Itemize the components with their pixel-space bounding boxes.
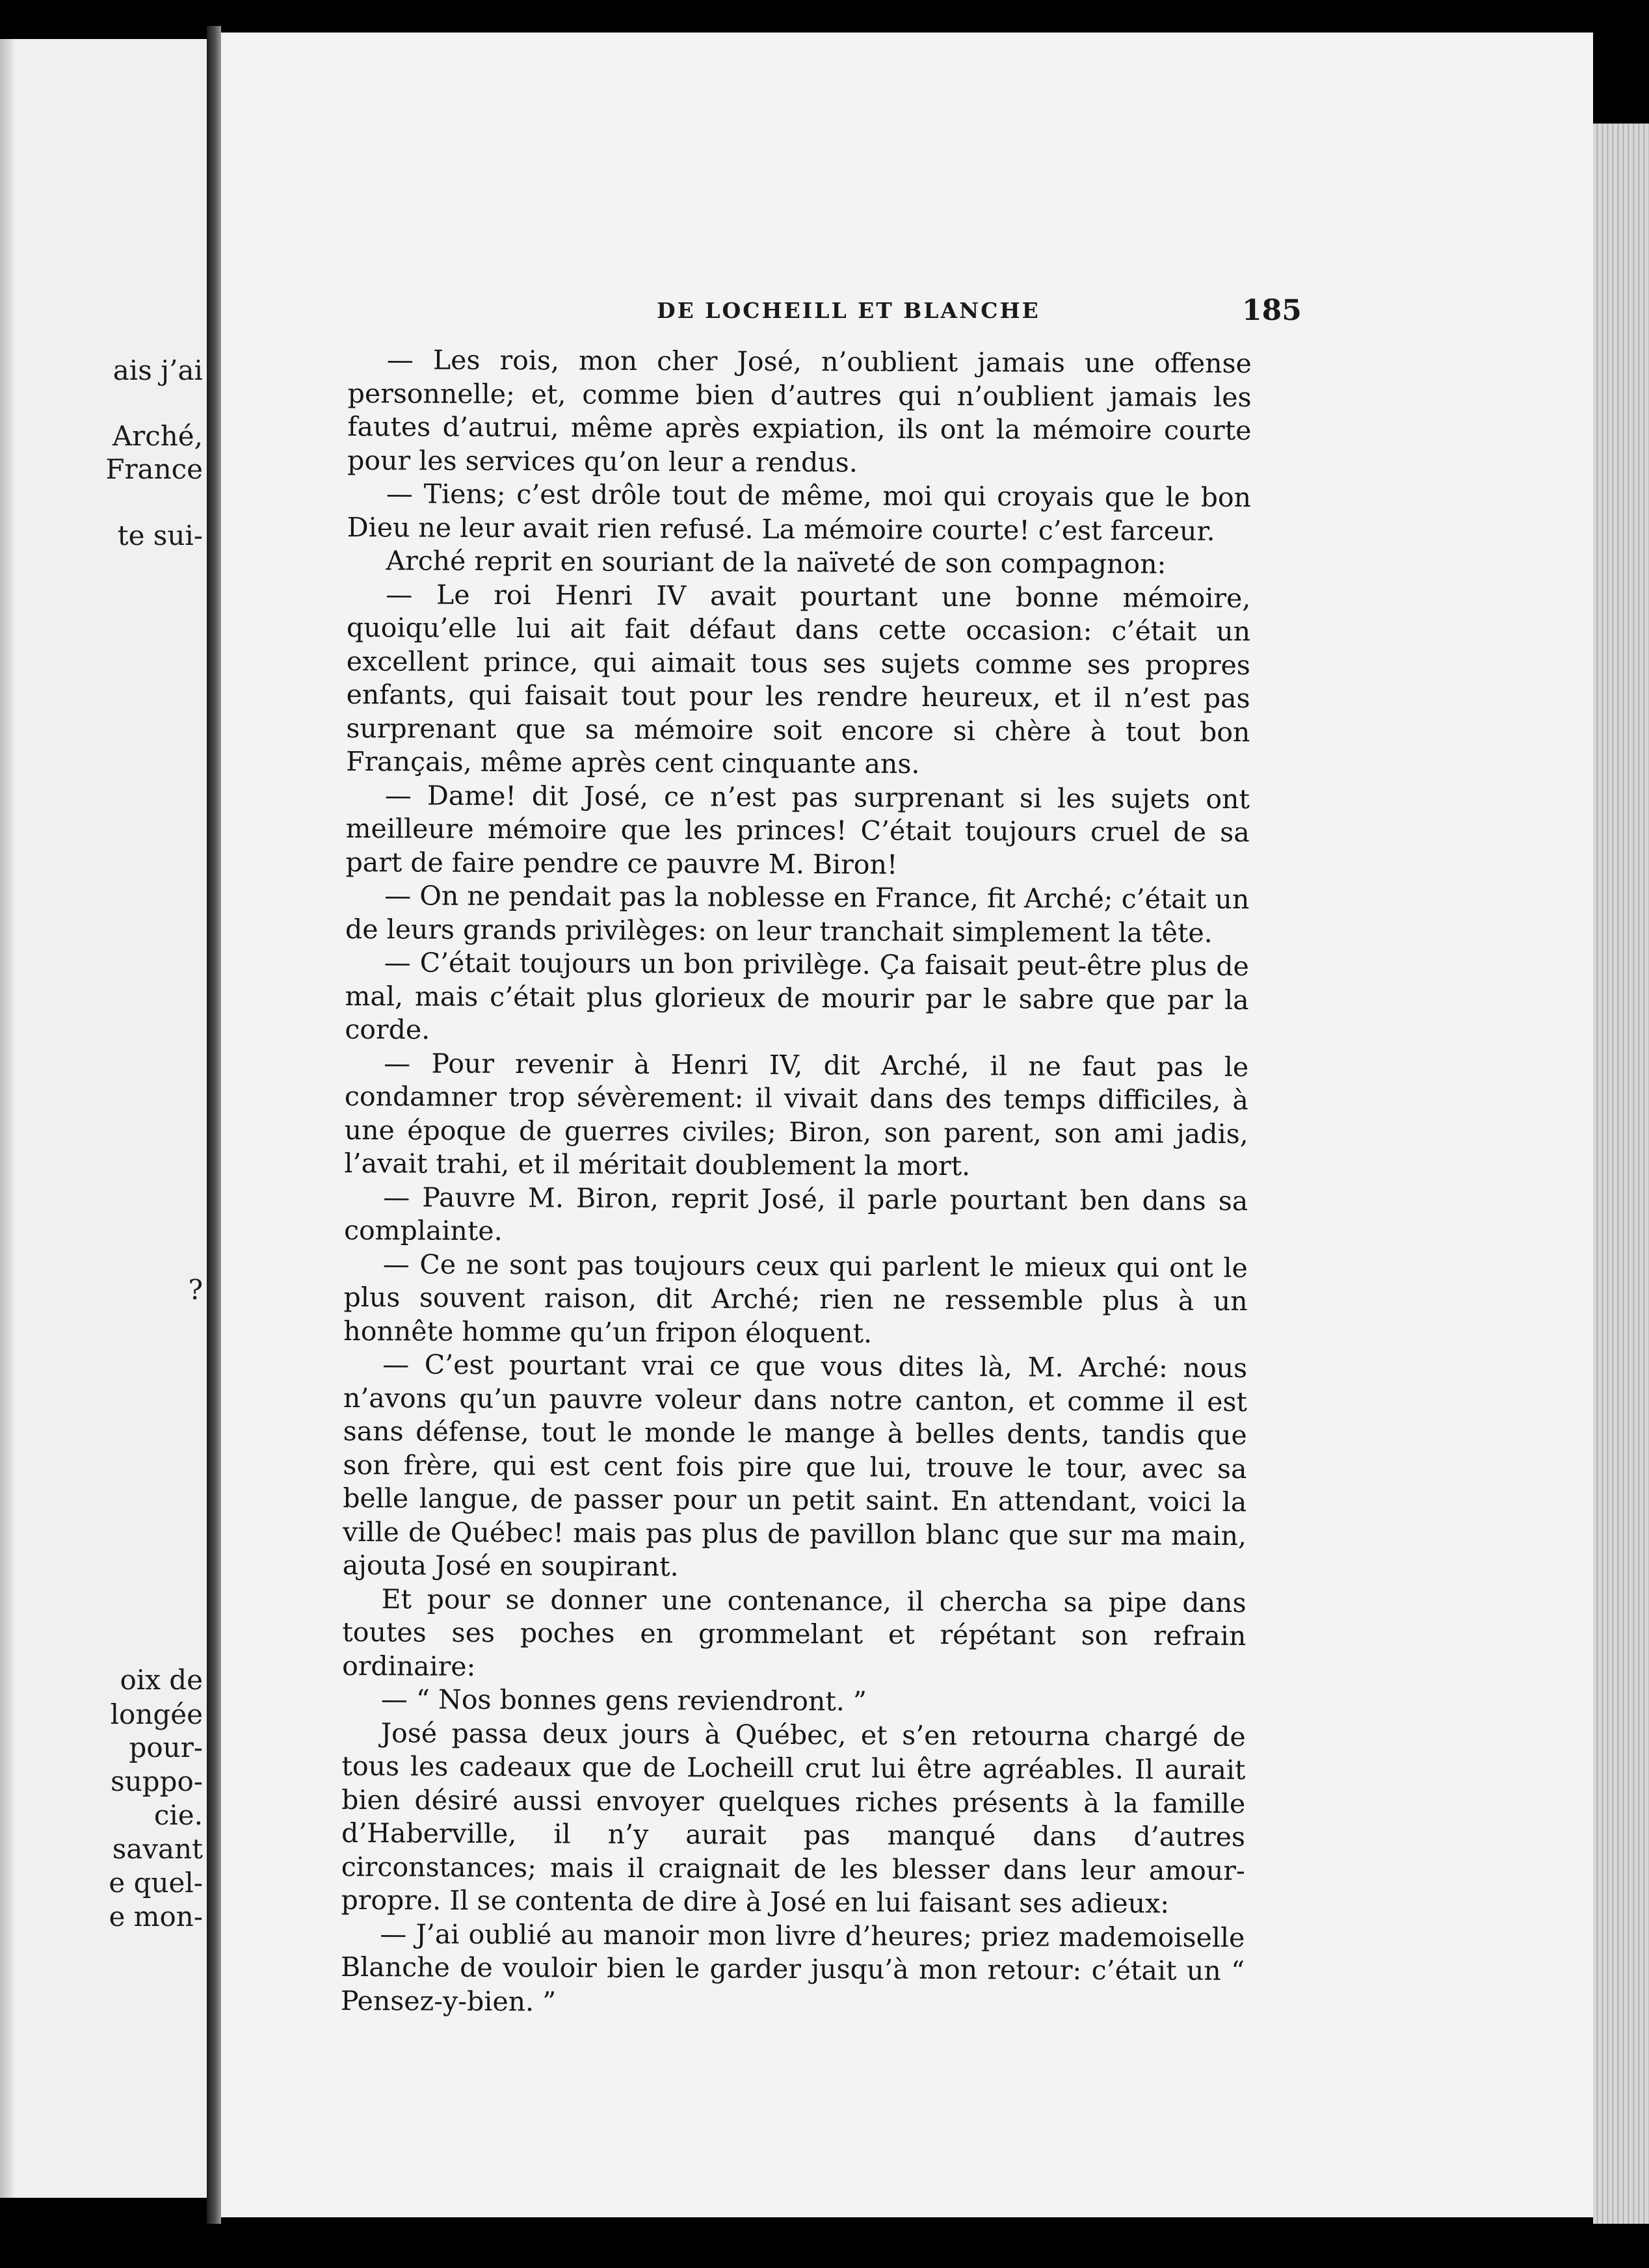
book-page bbox=[221, 33, 1593, 2217]
running-head: DE LOCHEILL ET BLANCHE bbox=[657, 298, 1040, 323]
left-page-fragment: e mon- bbox=[109, 1901, 203, 1932]
left-page-fragment: cie. bbox=[153, 1799, 203, 1831]
left-page-fragment: ais j’ai bbox=[112, 354, 203, 386]
paragraph: — Ce ne sont pas toujours ceux qui parlent le mieux qui ont le plus souvent raison, dit Arché; rien ne ressemble plus à un honnête homme qu’un fripon éloquent. bbox=[343, 1248, 1248, 1349]
left-page-fragment: pour- bbox=[129, 1732, 203, 1763]
paragraph: — C’était toujours un bon privilège. Ça faisait peut-être plus de mal, mais c’était plus glorieux de mourir par le sabre que par la corde. bbox=[345, 947, 1249, 1046]
left-page-fragment: savant bbox=[112, 1833, 203, 1865]
page-body-text bbox=[341, 343, 1252, 2022]
paragraph: — C’est pourtant vrai ce que vous dites là, M. Arché: nous n’avons qu’un pauvre voleur dans notre canton, et comme il est sans défense, tout le monde le mange à belles dents, tandis que son frère, qui est cent fois pire que lui, trouve le tour, avec sa belle langue, de passer pour un petit saint. En attendant, voici la ville de Québec! mais pas plus de pavillon blanc que sur ma main, ajouta José en soupirant. bbox=[342, 1349, 1248, 1583]
paragraph: — Le roi Henri IV avait pourtant une bonne mémoire, quoiqu’elle lui ait fait défaut dans cette occasion: c’était un excellent prince, qui aimait tous ses sujets comme ses propres enfants, qui faisait tout pour les rendre heureux, et il n’est pas surprenant que sa mémoire soit encore si chère à tout bon Français, même après cent cinquante ans. bbox=[346, 578, 1251, 780]
paragraph: Et pour se donner une contenance, il chercha sa pipe dans toutes ses poches en grommelant et répétant son refrain ordinaire: bbox=[342, 1583, 1247, 1682]
paragraph: — “ Nos bonnes gens reviendront. ” bbox=[380, 1683, 867, 1717]
paragraph: — On ne pendait pas la noblesse en France, fit Arché; c’était un de leurs grands privilèges: on leur tranchait simplement la tête. bbox=[345, 880, 1250, 949]
left-page-edge bbox=[0, 39, 14, 2198]
paragraph: — Pour revenir à Henri IV, dit Arché, il ne faut pas le condamner trop sévèrement: il vivait dans des temps difficiles, à une époque de guerres civiles; Biron, son parent, son ami jadis, l’avait trahi, et il méritait doublement la mort. bbox=[344, 1047, 1249, 1182]
paragraph: Arché reprit en souriant de la naïveté de son compagnon: bbox=[386, 545, 1167, 580]
left-page-fragment: France bbox=[105, 453, 203, 485]
left-facing-page bbox=[0, 39, 207, 2198]
paragraph: — Tiens; c’est drôle tout de même, moi qui croyais que le bon Dieu ne leur avait rien refusé. La mémoire courte! c’est farceur. bbox=[347, 478, 1252, 547]
left-page-fragment: suppo- bbox=[111, 1765, 203, 1797]
left-page-fragment: Arché, bbox=[112, 420, 203, 452]
paragraph: — Pauvre M. Biron, reprit José, il parle pourtant ben dans sa complainte. bbox=[343, 1181, 1248, 1247]
paragraph: — Les rois, mon cher José, n’oublient jamais une offense personnelle; et, comme bien d’autres qui n’oublient jamais les fautes d’autrui, même après expiation, ils ont la mémoire courte pour les services qu’on leur a rendus. bbox=[347, 344, 1252, 478]
book-gutter bbox=[207, 26, 221, 2224]
paragraph: José passa deux jours à Québec, et s’en retourna chargé de tous les cadeaux que de Locheill crut lui être agréables. Il aurait bien désiré aussi envoyer quelques riches présents à la famille d’Haberville, il n’y aurait pas manqué dans d’autres circonstances; mais il craignait de les blesser dans leur amour-propre. Il se contenta de dire à José en lui faisant ses adieux: bbox=[341, 1717, 1246, 1919]
page-block-edges bbox=[1593, 124, 1649, 2224]
left-page-fragment: ? bbox=[188, 1274, 203, 1306]
left-page-fragment: oix de bbox=[120, 1664, 203, 1696]
paragraph: — J’ai oublié au manoir mon livre d’heures; priez mademoiselle Blanche de vouloir bien le garder jusqu’à mon retour: c’était un “ Pensez-y-bien. ” bbox=[340, 1918, 1245, 2017]
left-page-fragment: e quel- bbox=[109, 1867, 203, 1899]
left-page-fragment: te sui- bbox=[117, 520, 203, 551]
page-number: 185 bbox=[1242, 294, 1302, 327]
paragraph: — Dame! dit José, ce n’est pas surprenant si les sujets ont meilleure mémoire que les princes! C’était toujours cruel de sa part de faire pendre ce pauvre M. Biron! bbox=[345, 779, 1250, 880]
left-page-fragment: longée bbox=[110, 1698, 203, 1730]
